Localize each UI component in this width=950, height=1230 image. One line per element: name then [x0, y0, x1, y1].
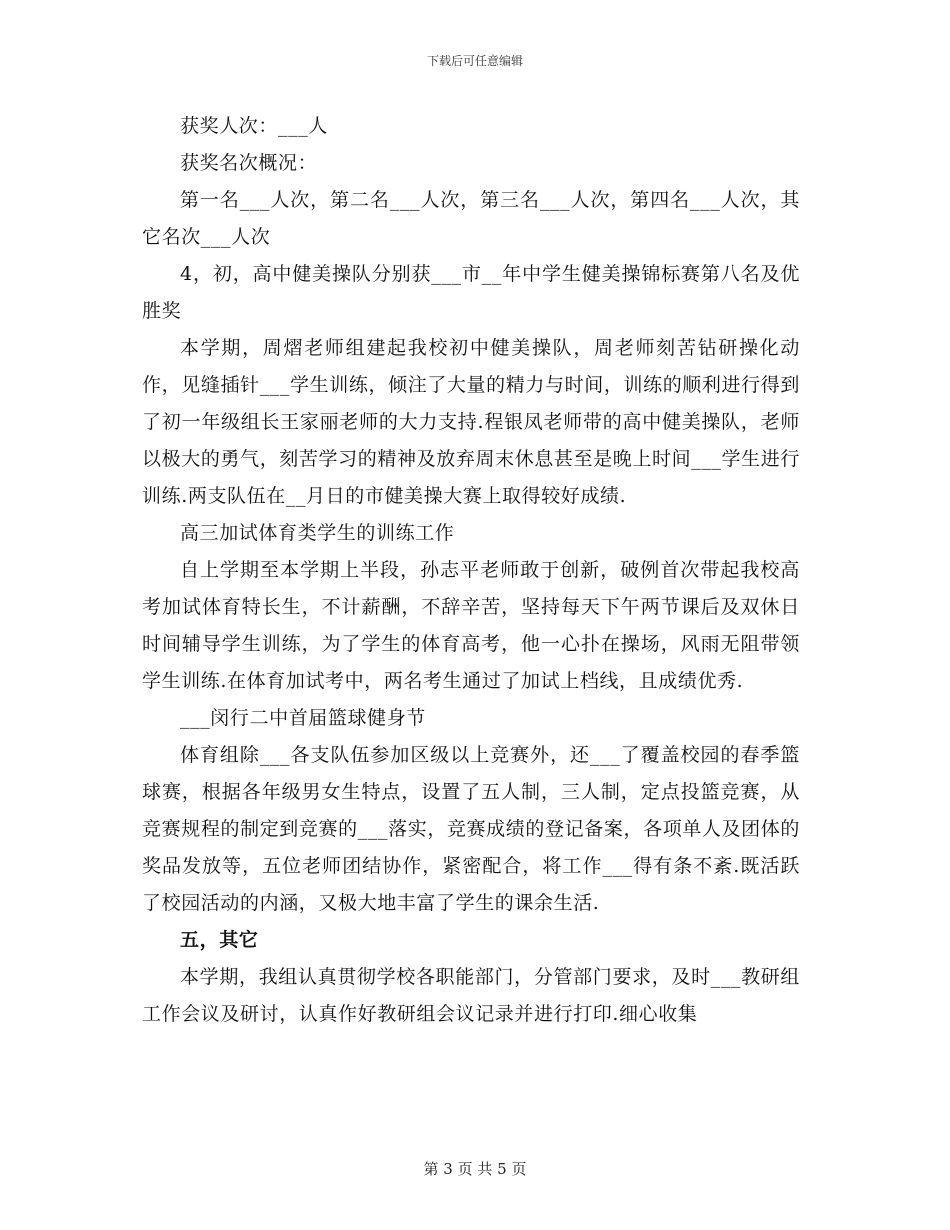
section-title-basketball-festival: ___闵行二中首届篮球健身节 [180, 707, 426, 729]
aerobics-team-paragraph: 本学期，周熠老师组建起我校初中健美操队，周老师刻苦钻研操化动作，见缝插针___学生训练，倾注了大量的精力与时间，训练的顺利进行得到了初一年级组长王家丽老师的大力支持.程银凤老师带的高中健美操队，老师以极大的勇气，刻苦学习的精神及放弃周末休息甚至是晚上时间___学生进行训练.两支队伍在__月日的市健美操大赛上取得较好成绩. [142, 337, 800, 507]
pe-training-paragraph: 自上学期至本学期上半段，孙志平老师敢于创新，破例首次带起我校高考加试体育特长生，不计薪酬，不辞辛苦，坚持每天下午两节课后及双休日时间辅导学生训练，为了学生的体育高考，他一心扑在操场，风雨无阻带领学生训练.在体育加试考中，两名考生通过了加试上档线，且成绩优秀. [142, 559, 800, 692]
awards-count-line: 获奖人次：___人 [180, 115, 328, 137]
basketball-festival-paragraph: 体育组除___各支队伍参加区级以上竞赛外，还___了覆盖校园的春季篮球赛，根据各年级男女生特点，设置了五人制，三人制，定点投篮竞赛，从竞赛规程的制定到竞赛的___落实，竞赛成绩的登记备案，各项单人及团体的奖品发放等，五位老师团结协作，紧密配合，将工作___得有条不紊.既活跃了校园活动的内涵，又极大地丰富了学生的课余生活. [142, 744, 800, 914]
page-footer: 第 3 页 共 5 页 [423, 1160, 527, 1178]
aerobics-team-award: 4，初，高中健美操队分别获___市__年中学生健美操锦标赛第八名及优胜奖 [142, 263, 800, 322]
other-paragraph: 本学期，我组认真贯彻学校各职能部门，分管部门要求，及时___教研组工作会议及研讨，认真作好教研组会议记录并进行打印.细心收集 [142, 966, 800, 1025]
document-body [142, 108, 800, 1033]
page-header: 下载后可任意编辑 [426, 54, 523, 68]
awards-summary-label: 获奖名次概况： [180, 152, 318, 174]
section-heading-other: 五，其它 [180, 929, 259, 951]
awards-ranking-detail: 第一名___人次，第二名___人次，第三名___人次，第四名___人次，其它名次___人次 [142, 189, 800, 248]
section-title-pe-training: 高三加试体育类学生的训练工作 [180, 522, 455, 544]
